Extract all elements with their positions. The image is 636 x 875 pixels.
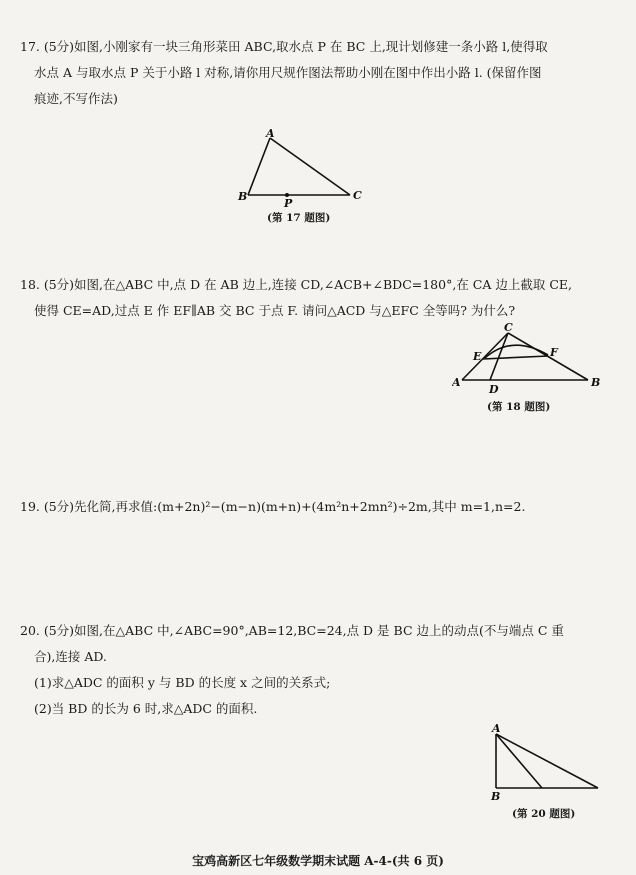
q18-label-c: C (504, 322, 513, 334)
q17-triangle-figure (232, 128, 372, 208)
q18-line-2: 使得 CE=AD,过点 E 作 EF∥AB 交 BC 于点 F. 请问△ACD 与△EFC 全等吗? 为什么? (34, 303, 516, 318)
q20-line-2: 合),连接 AD. (34, 649, 107, 664)
q20-label-a: A (492, 722, 501, 735)
q20-caption: (第 20 题图) (512, 808, 576, 820)
q20-side-ac (496, 734, 598, 788)
q17-label-p: P (284, 197, 293, 208)
question-19 (20, 494, 610, 520)
q17-line-1: 17. (5分)如图,小刚家有一块三角形菜田 ABC,取水点 P 在 BC 上,现计划修建一条小路 l,使得取 (20, 39, 548, 54)
q20-triangle-figure (486, 722, 606, 802)
question-18 (20, 272, 610, 324)
q20-segment-ad (496, 734, 542, 788)
q18-segment-ef (483, 356, 548, 359)
page-footer: 宝鸡高新区七年级数学期末试题 A-4-(共 6 页) (192, 854, 444, 868)
q20-sub-2: (2)当 BD 的长为 6 时,求△ADC 的面积. (34, 701, 258, 716)
q18-side-ac (462, 333, 508, 380)
q20-label-b: B (491, 790, 501, 802)
q17-line-2: 水点 A 与取水点 P 关于小路 l 对称,请你用尺规作图法帮助小刚在图中作出小路 l. (保留作图 (34, 65, 542, 80)
question-17 (20, 34, 610, 112)
q18-triangle-figure (452, 322, 602, 397)
q17-side-ac (270, 138, 350, 195)
q17-side-ab (248, 138, 270, 195)
q20-line-1: 20. (5分)如图,在△ABC 中,∠ABC=90°,AB=12,BC=24,点 D 是 BC 边上的动点(不与端点 C 重 (20, 623, 564, 638)
q18-label-e: E (473, 350, 482, 363)
q18-label-a: A (452, 376, 461, 389)
q18-line-1: 18. (5分)如图,在△ABC 中,点 D 在 AB 边上,连接 CD,∠ACB+∠BDC=180°,在 CA 边上截取 CE, (20, 277, 572, 292)
q17-label-c: C (353, 189, 362, 202)
q20-sub-1: (1)求△ADC 的面积 y 与 BD 的长度 x 之间的关系式; (34, 675, 331, 690)
q17-line-3: 痕迹,不写作法) (34, 91, 118, 106)
q18-segment-cd (490, 333, 508, 380)
q17-label-b: B (238, 190, 248, 203)
q18-label-f: F (550, 346, 558, 359)
q19-line-1: 19. (5分)先化简,再求值:(m+2n)²−(m−n)(m+n)+(4m²n+2mn²)÷2m,其中 m=1,n=2. (20, 499, 526, 514)
q17-caption: (第 17 题图) (267, 212, 331, 224)
question-20 (20, 618, 610, 722)
q18-label-b: B (591, 376, 601, 389)
q18-caption: (第 18 题图) (487, 401, 551, 413)
q18-label-d: D (489, 383, 499, 396)
q17-label-a: A (266, 128, 275, 140)
